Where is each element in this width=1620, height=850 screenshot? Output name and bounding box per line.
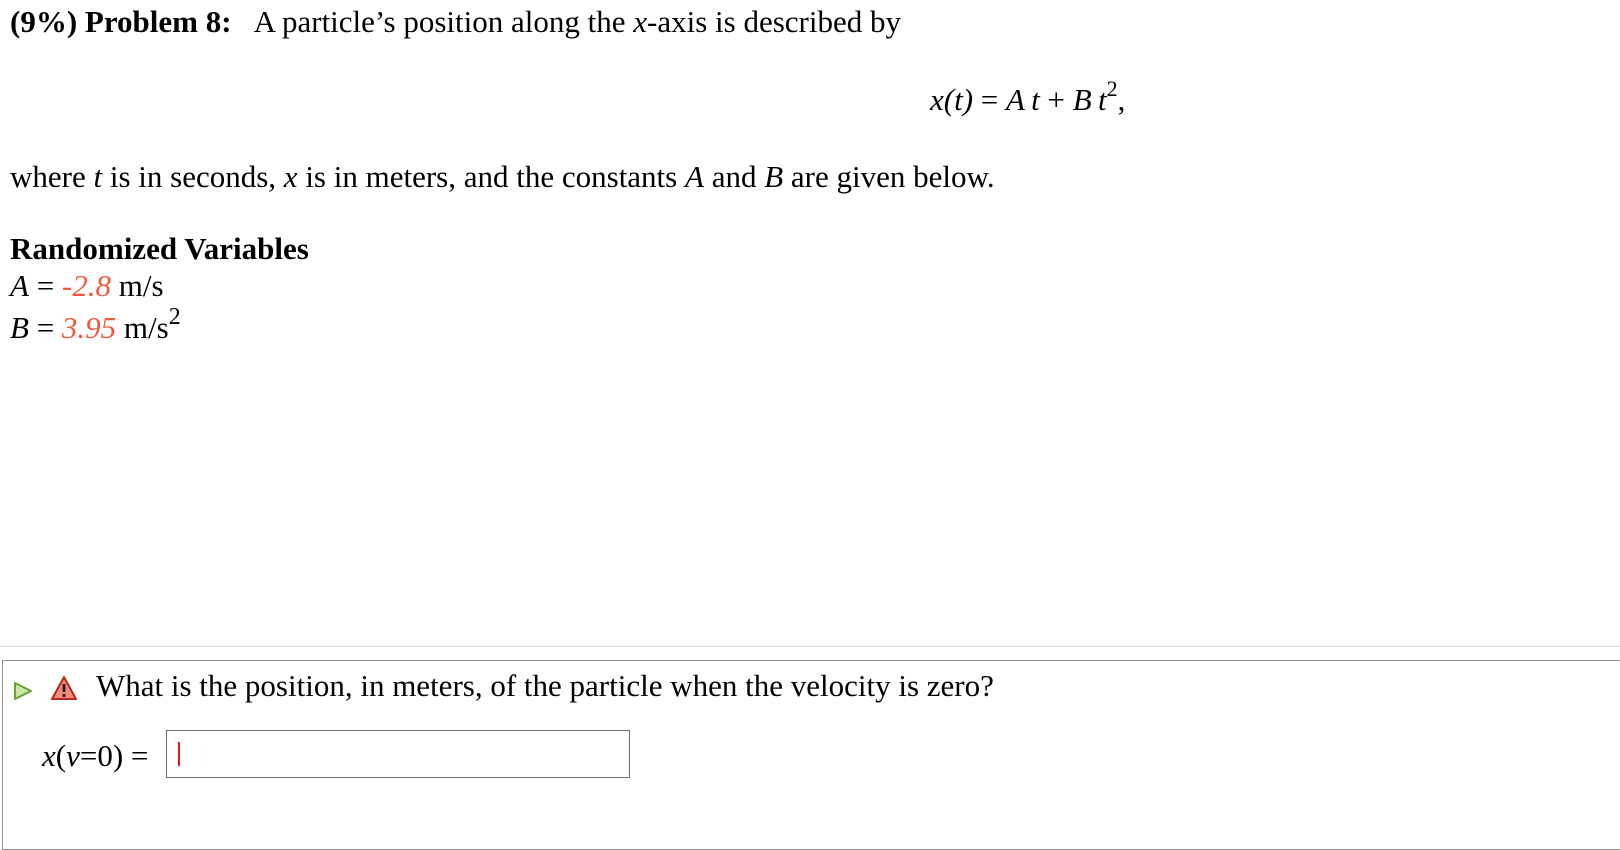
variable-b-unit: m/s (116, 310, 169, 345)
variable-a-equals: = (28, 268, 62, 303)
where-text-4: and (703, 159, 765, 194)
text-cursor (178, 742, 180, 766)
section-divider (0, 646, 1620, 647)
where-b: B (764, 159, 784, 194)
answer-label-open: ( (55, 738, 67, 773)
question-text: What is the position, in meters, of the particle when the velocity is zero? (96, 668, 994, 703)
where-text-5: are given below. (783, 159, 995, 194)
where-text-3: is in meters, and the constants (297, 159, 685, 194)
statement-prefix: A particle’s position along the (253, 4, 634, 39)
where-text-2: is in seconds, (102, 159, 284, 194)
answer-label-v: v (66, 738, 80, 773)
statement-suffix: -axis is described by (647, 4, 901, 39)
problem-label: Problem 8: (84, 4, 232, 39)
statement-var: x (633, 4, 648, 39)
equation-t2: t (1097, 82, 1107, 117)
variable-b-equals: = (28, 310, 62, 345)
variable-description (10, 157, 995, 197)
variable-a-unit: m/s (111, 268, 164, 303)
equation-lhs: x(t) (930, 82, 974, 117)
answer-label (42, 736, 148, 776)
equation-exponent: 2 (1106, 76, 1118, 101)
answer-input[interactable] (166, 730, 630, 778)
equation-equals: = (973, 82, 1007, 117)
problem-percent: (9%) (10, 4, 78, 39)
answer-label-x: x (42, 738, 56, 773)
variable-b-value: 3.95 (61, 310, 117, 345)
where-a: A (685, 159, 704, 194)
equation-a: A (1006, 82, 1025, 117)
where-text-1: where (10, 159, 94, 194)
equation-t1: t (1031, 82, 1040, 117)
randomized-variables-heading: Randomized Variables (10, 231, 309, 266)
equation-b: B (1072, 82, 1092, 117)
variable-a-row (10, 267, 164, 305)
where-t: t (93, 159, 103, 194)
equation-comma: , (1117, 82, 1126, 117)
answer-label-rest: =0) = (79, 738, 149, 773)
variable-b-unit-exponent: 2 (168, 304, 181, 330)
variable-b-row (10, 304, 181, 347)
where-x: x (283, 159, 298, 194)
play-triangle-icon[interactable] (12, 680, 34, 702)
equation-plus: + (1039, 82, 1073, 117)
variable-a-name: A (10, 268, 29, 303)
variable-b-name: B (10, 310, 29, 345)
warning-triangle-icon (50, 674, 78, 702)
problem-statement (10, 2, 901, 42)
variable-a-value: -2.8 (61, 268, 111, 303)
position-equation (930, 76, 1126, 120)
